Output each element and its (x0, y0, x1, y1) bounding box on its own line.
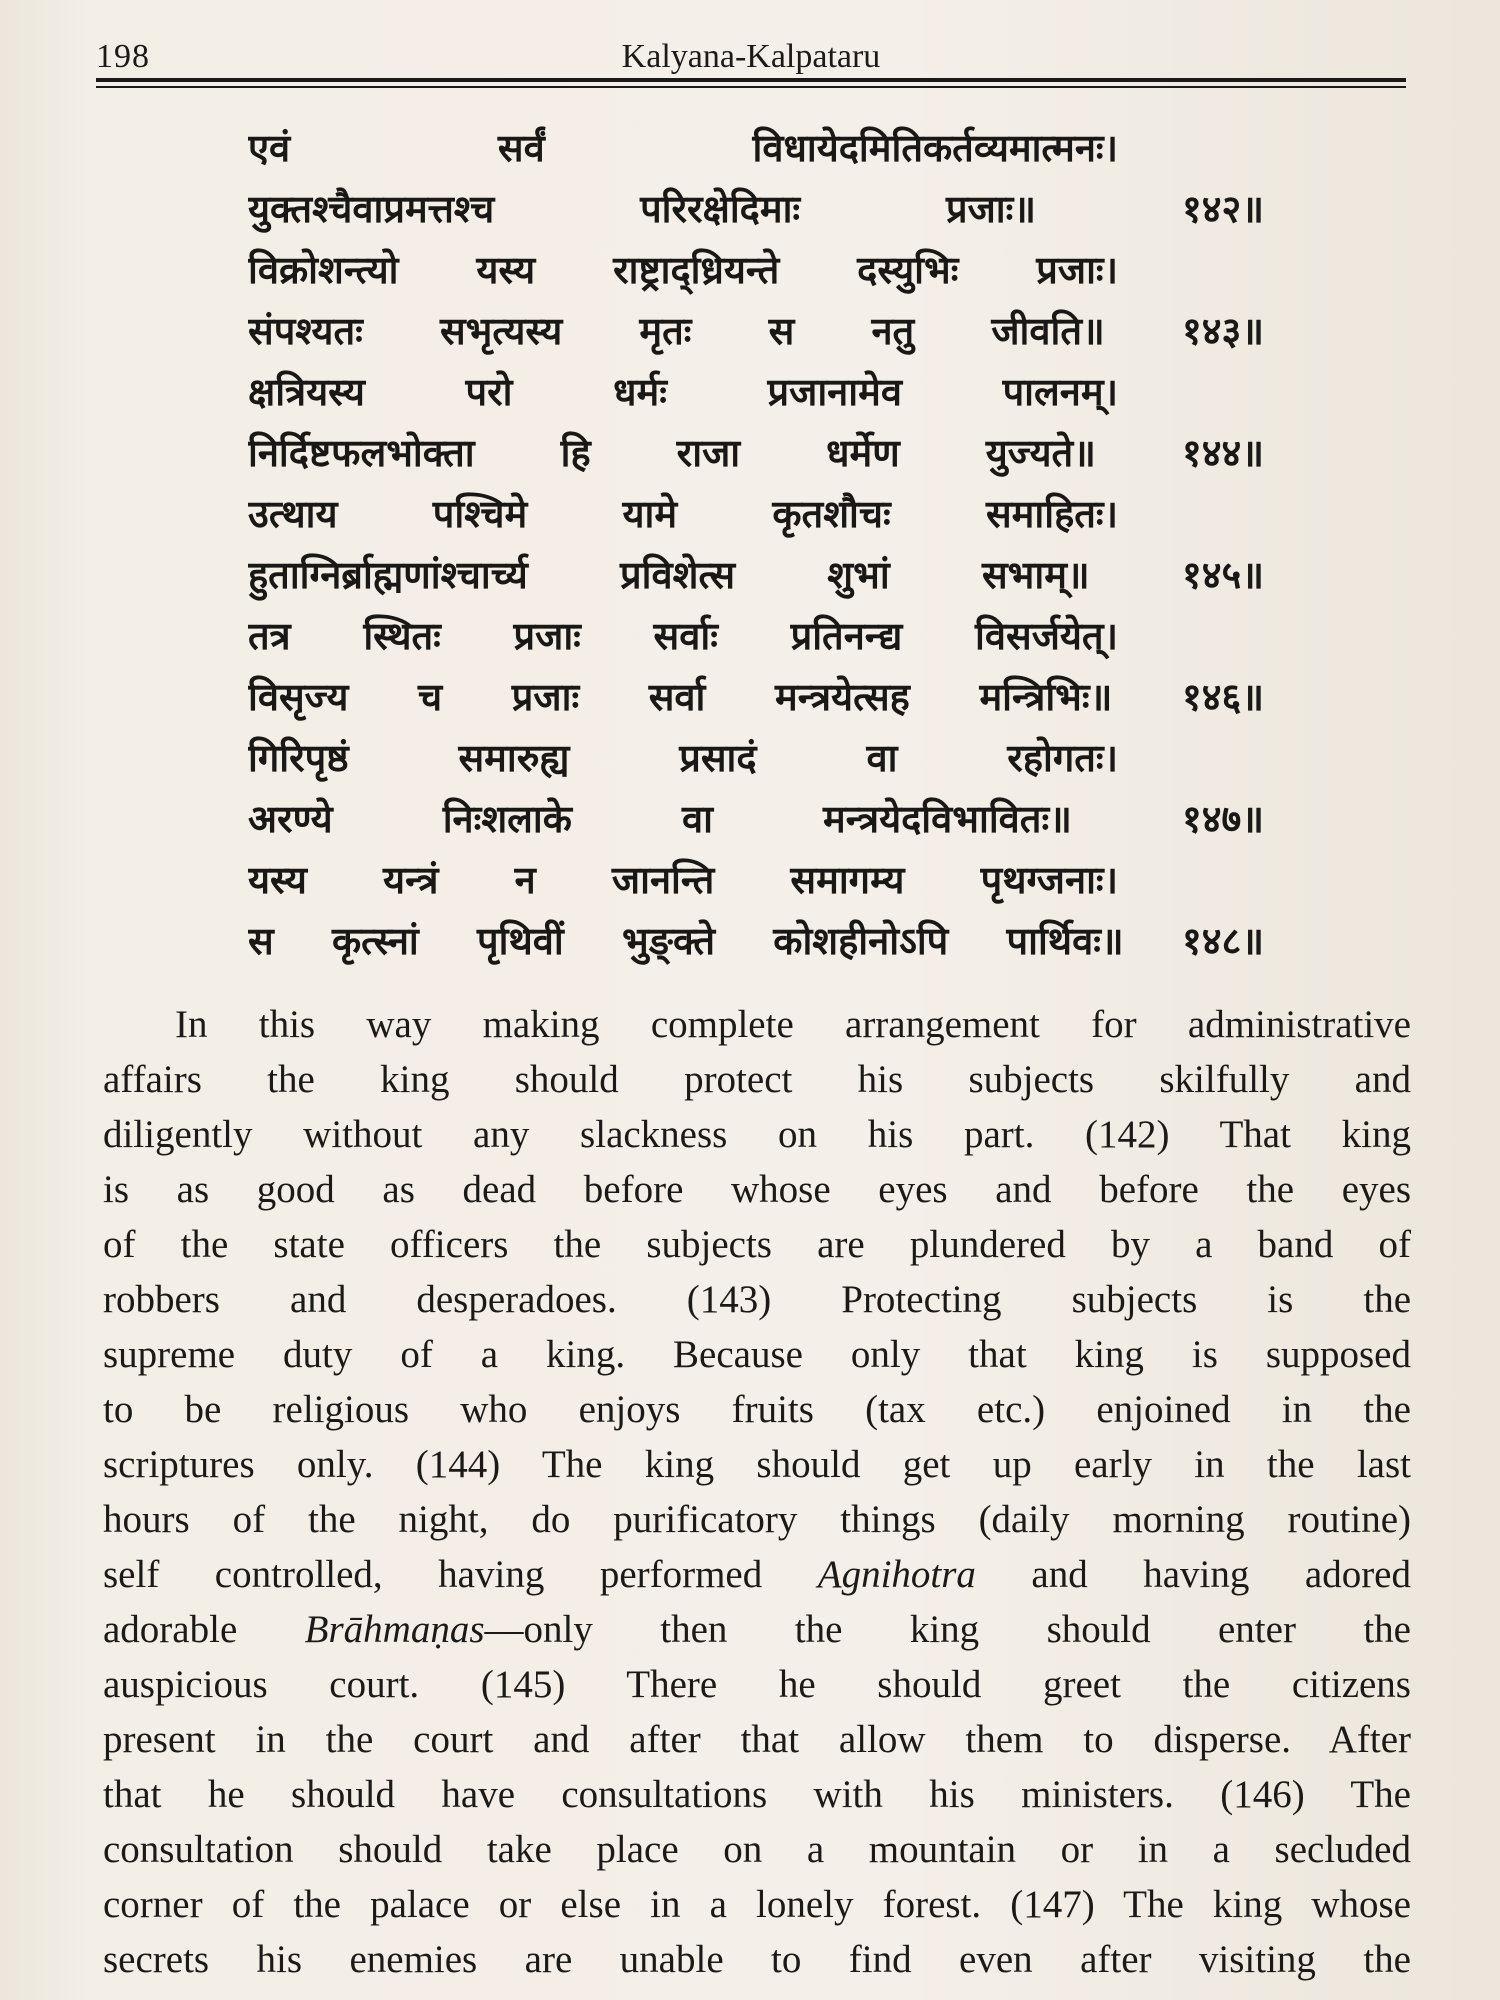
translation-line: corner of the palace or else in a lonely forest. (147) The king whose (103, 1883, 1411, 1926)
translation-line: affairs the king should protect his subjects skilfully and (103, 1058, 1411, 1101)
verse-line: तत्र स्थितः प्रजाः सर्वाः प्रतिनन्द्य विसर्जयेत्। (248, 614, 1118, 658)
translation-line: hours of the night, do purificatory things (daily morning routine) (103, 1498, 1411, 1541)
translation-line: that he should have consultations with his ministers. (146) The (103, 1773, 1411, 1816)
verse-line: क्षत्रियस्य परो धर्मः प्रजानामेव पालनम्। (248, 370, 1118, 414)
translation-line: present in the court and after that allow them to disperse. After (103, 1718, 1411, 1761)
verse-line: हुताग्निर्ब्राह्मणांश्चार्च्य प्रविशेत्स शुभां सभाम्॥ १४५॥ (248, 553, 1264, 597)
verse-line: उत्थाय पश्चिमे यामे कृतशौचः समाहितः। (248, 492, 1118, 536)
translation-line: is as good as dead before whose eyes and before the eyes (103, 1168, 1411, 1211)
italic-term-agnihotra: Agnihotra (817, 1553, 976, 1596)
header-rule-thin (96, 86, 1406, 88)
translation-text: and having adored (975, 1553, 1411, 1596)
verse-line: विसृज्य च प्रजाः सर्वा मन्त्रयेत्सह मन्त्रिभिः॥ १४६॥ (248, 675, 1264, 719)
verse-line: निर्दिष्टफलभोक्ता हि राजा धर्मेण युज्यते॥ १४४॥ (248, 431, 1264, 475)
translation-line: of the state officers the subjects are plundered by a band of (103, 1223, 1411, 1266)
translation-line: auspicious court. (145) There he should greet the citizens (103, 1663, 1411, 1706)
translation-line: scriptures only. (144) The king should get up early in the last (103, 1443, 1411, 1486)
verse-line: संपश्यतः सभृत्यस्य मृतः स नतु जीवति॥ १४३॥ (248, 309, 1264, 353)
translation-line: In this way making complete arrangement for administrative (175, 1003, 1411, 1046)
translation-line: to be religious who enjoys fruits (tax etc.) enjoined in the (103, 1388, 1411, 1431)
translation-line (103, 1602, 1411, 1657)
translation-text: —only then the king should enter the (484, 1608, 1411, 1651)
verse-line: गिरिपृष्ठं समारुह्य प्रसादं वा रहोगतः। (248, 736, 1118, 780)
sanskrit-verses (248, 118, 1264, 972)
verse-line: युक्तश्चैवाप्रमत्तश्च परिरक्षेदिमाः प्रजाः॥ १४२॥ (248, 187, 1264, 231)
translation-text: self controlled, having performed (103, 1553, 818, 1596)
verse-line: अरण्ये निःशलाके वा मन्त्रयेदविभावितः॥ १४७॥ (248, 797, 1264, 841)
translation-line (103, 1547, 1411, 1602)
verse-line: एवं सर्वं विधायेदमितिकर्तव्यमात्मनः। (248, 126, 1118, 170)
verse-line: विक्रोशन्त्यो यस्य राष्ट्राद्ध्रियन्ते दस्युभिः प्रजाः। (248, 248, 1118, 292)
italic-term-brahmanas: Brāhmaṇas (304, 1608, 485, 1651)
running-title: Kalyana-Kalpataru (621, 38, 881, 75)
translation-line: consultation should take place on a mountain or in a secluded (103, 1828, 1411, 1871)
verse-line: स कृत्स्नां पृथिवीं भुङ्क्ते कोशहीनोऽपि पार्थिवः॥ १४८॥ (248, 919, 1264, 963)
english-translation (103, 997, 1411, 1987)
translation-line: supreme duty of a king. Because only that king is supposed (103, 1333, 1411, 1376)
page-number: 198 (96, 38, 150, 75)
verse-line: यस्य यन्त्रं न जानन्ति समागम्य पृथग्जनाः। (248, 858, 1118, 902)
translation-text: adorable (103, 1608, 305, 1651)
translation-line: secrets his enemies are unable to find even after visiting the (103, 1938, 1411, 1981)
translation-line: robbers and desperadoes. (143) Protecting subjects is the (103, 1278, 1411, 1321)
translation-line: diligently without any slackness on his part. (142) That king (103, 1113, 1411, 1156)
header-rule-thick (96, 78, 1406, 82)
